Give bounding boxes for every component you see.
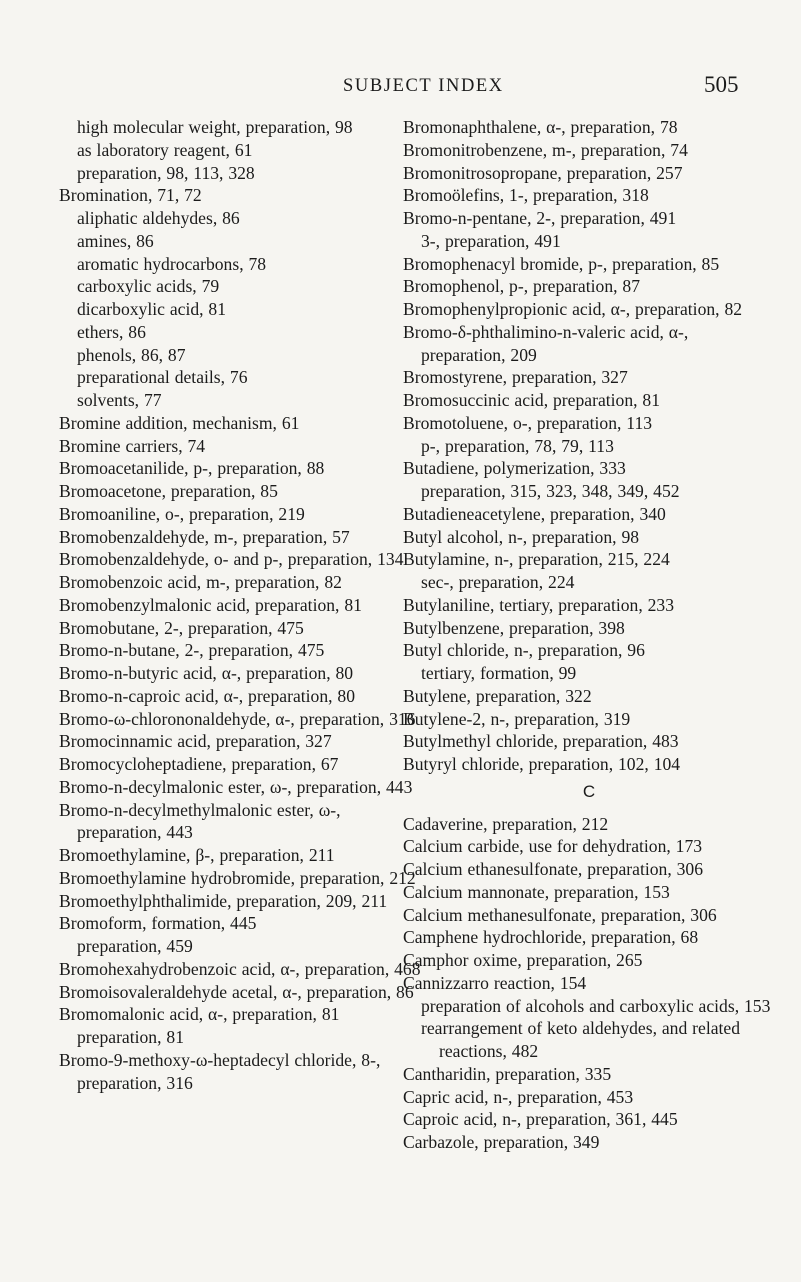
index-entry: Bromobenzoic acid, m-, preparation, 82 xyxy=(59,572,342,592)
index-entry: Bromobutane, 2-, preparation, 475 xyxy=(59,617,304,638)
index-subentry: aliphatic aldehydes, 86 xyxy=(77,208,240,228)
index-entry: Bromohexahydrobenzoic acid, α-, preparation, 468 xyxy=(59,958,421,979)
index-entry: Butylene-2, n-, preparation, 319 xyxy=(403,708,631,729)
index-subentry: preparational details, 76 xyxy=(77,367,248,388)
index-entry: Calcium methanesulfonate, preparation, 306 xyxy=(403,904,717,925)
index-entry: Bromoform, formation, 445 xyxy=(59,913,257,934)
index-entry: Bromocycloheptadiene, preparation, 67 xyxy=(59,754,339,774)
index-entry: Butyl alcohol, n-, preparation, 98 xyxy=(403,526,640,547)
index-entry: Bromophenacyl bromide, p-, preparation, 85 xyxy=(403,253,720,274)
index-entry: Bromobenzaldehyde, o- and p-, preparation, 134 xyxy=(59,549,404,570)
index-entry: Butyl chloride, n-, preparation, 96 xyxy=(403,640,645,661)
index-entry: Bromoölefins, 1-, preparation, 318 xyxy=(403,185,649,206)
index-entry: Butyryl chloride, preparation, 102, 104 xyxy=(403,754,681,774)
index-subentry: p-, preparation, 78, 79, 113 xyxy=(421,435,614,456)
index-entry: Bromonaphthalene, α-, preparation, 78 xyxy=(403,117,678,137)
index-subentry: as laboratory reagent, 61 xyxy=(77,139,253,160)
index-subentry: ethers, 86 xyxy=(77,321,146,342)
index-subentry: preparation, 315, 323, 348, 349, 452 xyxy=(421,481,680,501)
index-subentry: tertiary, formation, 99 xyxy=(421,663,577,683)
index-entry: Bromoethylamine hydrobromide, preparation, 212 xyxy=(59,867,416,888)
index-entry: Caproic acid, n-, preparation, 361, 445 xyxy=(403,1109,678,1130)
running-title: SUBJECT INDEX xyxy=(343,76,504,96)
index-entry: Bromo-δ-phthalimino-n-valeric acid, α-, preparation, 209 xyxy=(403,321,689,365)
index-entry: Bromonitrosopropane, preparation, 257 xyxy=(403,162,683,183)
index-entry: Bromophenylpropionic acid, α-, preparation, 82 xyxy=(403,299,743,319)
index-entry: Calcium carbide, use for dehydration, 173 xyxy=(403,836,703,857)
index-entry: Bromobenzylmalonic acid, preparation, 81 xyxy=(59,594,362,615)
index-subentry: aromatic hydrocarbons, 78 xyxy=(77,253,267,274)
c-entries xyxy=(403,813,775,1154)
index-subentry: dicarboxylic acid, 81 xyxy=(77,299,227,319)
index-entry: Bromoisovaleraldehyde acetal, α-, preparation, 86 xyxy=(59,981,414,1002)
index-subentry: amines, 86 xyxy=(77,230,154,251)
index-subentry: phenols, 86, 87 xyxy=(77,344,186,365)
right-column xyxy=(403,116,775,1154)
index-entry: Bromo-n-butyric acid, α-, preparation, 80 xyxy=(59,663,354,683)
index-entry: Bromoethylphthalimide, preparation, 209, 211 xyxy=(59,890,388,911)
index-entry: Bromobenzaldehyde, m-, preparation, 57 xyxy=(59,526,350,547)
index-entry: Bromocinnamic acid, preparation, 327 xyxy=(59,731,332,752)
index-entry: Bromophenol, p-, preparation, 87 xyxy=(403,276,641,297)
index-entry: Cadaverine, preparation, 212 xyxy=(403,813,609,834)
index-entry: Bromo-n-decylmethylmalonic ester, ω-, preparation, 443 xyxy=(59,799,341,843)
index-entry: Cannizzarro reaction, 154 xyxy=(403,972,587,993)
index-entry: Bromination, 71, 72 xyxy=(59,185,202,206)
index-entry: Bromostyrene, preparation, 327 xyxy=(403,367,628,388)
index-entry: Bromoacetanilide, p-, preparation, 88 xyxy=(59,458,325,479)
index-entry: Bromoethylamine, β-, preparation, 211 xyxy=(59,845,335,865)
index-entry: Butylaniline, tertiary, preparation, 233 xyxy=(403,594,675,615)
index-entry: Butylene, preparation, 322 xyxy=(403,685,592,706)
index-entry: Bromo-n-caproic acid, α-, preparation, 80 xyxy=(59,685,356,706)
page-number: 505 xyxy=(704,72,739,97)
index-entry: Calcium mannonate, preparation, 153 xyxy=(403,881,670,902)
index-subentry: preparation, 459 xyxy=(77,936,193,956)
index-entry: Bromomalonic acid, α-, preparation, 81 xyxy=(59,1004,340,1025)
index-entry: Bromosuccinic acid, preparation, 81 xyxy=(403,390,661,410)
index-entry: Camphor oxime, preparation, 265 xyxy=(403,950,643,970)
index-entry: Butadieneacetylene, preparation, 340 xyxy=(403,503,666,524)
index-entry: Capric acid, n-, preparation, 453 xyxy=(403,1086,634,1107)
index-entry: Bromo-n-butane, 2-, preparation, 475 xyxy=(59,640,325,661)
section-letter: C xyxy=(582,781,596,801)
index-entry: Butylbenzene, preparation, 398 xyxy=(403,617,625,638)
index-entry: Bromotoluene, o-, preparation, 113 xyxy=(403,412,653,433)
index-entry: Bromine carriers, 74 xyxy=(59,435,206,456)
index-subentry: preparation, 81 xyxy=(77,1027,184,1047)
index-entry: Bromo-ω-chlorononaldehyde, α-, preparation, 316 xyxy=(59,708,416,729)
index-entry: Butylmethyl chloride, preparation, 483 xyxy=(403,731,679,752)
index-entry: Carbazole, preparation, 349 xyxy=(403,1132,600,1152)
index-subentry: high molecular weight, preparation, 98 xyxy=(77,117,353,137)
index-entry: Bromoacetone, preparation, 85 xyxy=(59,481,278,501)
index-subentry: rearrangement of keto aldehydes, and related reactions, 482 xyxy=(421,1018,741,1061)
index-entry: Bromo-n-pentane, 2-, preparation, 491 xyxy=(403,208,677,228)
left-column xyxy=(59,116,421,1094)
index-entry: Bromonitrobenzene, m-, preparation, 74 xyxy=(403,139,688,160)
index-entry: Camphene hydrochloride, preparation, 68 xyxy=(403,927,699,948)
index-subentry: 3-, preparation, 491 xyxy=(421,230,561,251)
index-subentry: solvents, 77 xyxy=(77,390,162,410)
index-entry: Butadiene, polymerization, 333 xyxy=(403,458,626,479)
index-entry: Bromine addition, mechanism, 61 xyxy=(59,412,300,433)
index-entry: Cantharidin, preparation, 335 xyxy=(403,1063,612,1084)
index-entry: Bromoaniline, o-, preparation, 219 xyxy=(59,503,305,524)
index-subentry: carboxylic acids, 79 xyxy=(77,276,220,297)
b-entries-continued xyxy=(403,116,775,776)
index-entry: Bromo-n-decylmalonic ester, ω-, preparation, 443 xyxy=(59,776,413,797)
index-subentry: sec-, preparation, 224 xyxy=(421,572,575,592)
index-entry: Calcium ethanesulfonate, preparation, 306 xyxy=(403,859,704,879)
index-entry: Butylamine, n-, preparation, 215, 224 xyxy=(403,549,670,570)
page-header xyxy=(0,72,801,102)
index-subentry: preparation of alcohols and carboxylic acids, 153 xyxy=(421,995,771,1016)
index-subentry: preparation, 98, 113, 328 xyxy=(77,162,255,183)
index-entry: Bromo-9-methoxy-ω-heptadecyl chloride, 8-, preparation, 316 xyxy=(59,1049,381,1093)
